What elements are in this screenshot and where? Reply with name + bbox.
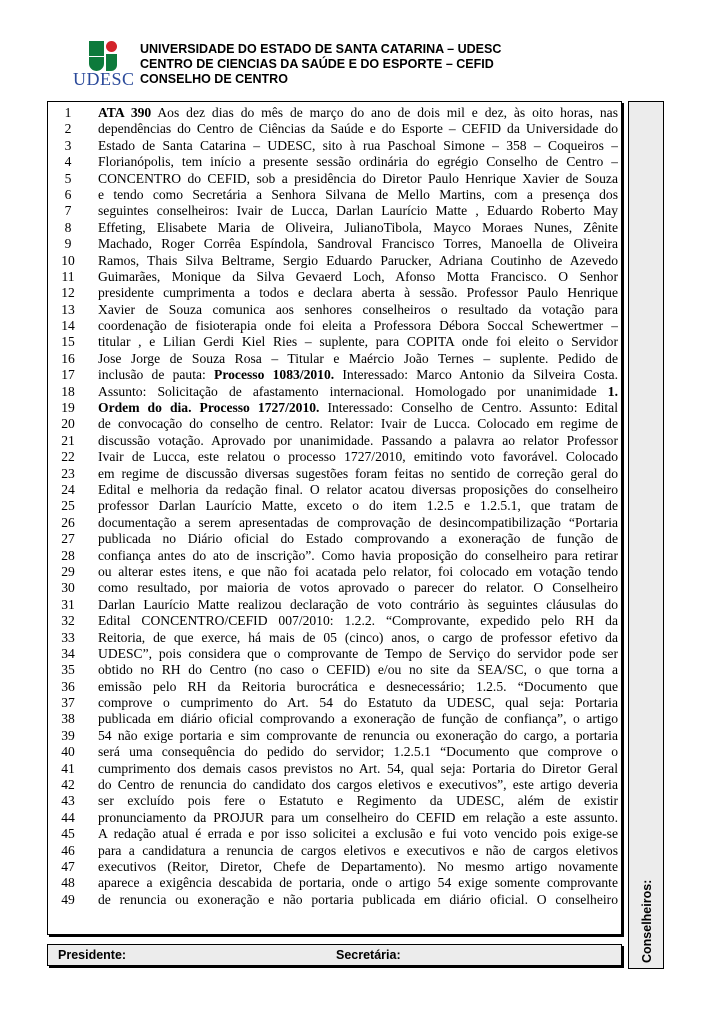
text-run: ou alterar estes itens, e que não foi acatada pelo relator, foi colocado em votação tendo bbox=[98, 563, 618, 579]
text-run: ser excluído pois fere o Estatuto e Regimento da UDESC, além de existir bbox=[98, 793, 618, 809]
text-line bbox=[98, 154, 618, 170]
line-number: 10 bbox=[61, 252, 75, 268]
text-line bbox=[98, 203, 618, 219]
text-run: cumprimento dos demais casos previstos no Art. 54, qual seja: Portaria do Diretor Geral bbox=[98, 760, 618, 776]
text-line bbox=[98, 138, 618, 154]
text-line bbox=[98, 777, 618, 793]
line-number: 22 bbox=[61, 449, 75, 465]
line-number: 2 bbox=[64, 121, 72, 137]
text-line bbox=[98, 400, 618, 416]
line-number: 7 bbox=[64, 203, 72, 219]
line-number: 47 bbox=[61, 858, 75, 874]
secretary-label: Secretária: bbox=[336, 948, 401, 962]
text-line bbox=[98, 761, 618, 777]
line-number: 48 bbox=[61, 875, 75, 891]
signature-footer bbox=[47, 944, 622, 966]
text-line bbox=[98, 482, 618, 498]
text-run: Darlan Laurício Matte realizou declaração de voto contrário às seguintes cláusulas do bbox=[98, 596, 618, 612]
councillors-signature-box bbox=[628, 101, 664, 969]
line-number: 16 bbox=[61, 350, 75, 366]
text-run: será uma consequência do pedido do servidor; 1.2.5.1 “Documento que comprove o bbox=[98, 744, 618, 760]
text-run: Xavier de Souza comunica aos senhores conselheiros o resultado da votação para bbox=[98, 301, 618, 317]
president-label: Presidente: bbox=[58, 948, 127, 962]
text-run: titular , e Lilian Gerdi Kiel Ries – suplente, para COPITA onde foi eleito o Servidor bbox=[98, 334, 618, 350]
text-line bbox=[98, 253, 618, 269]
text-run: comprove o cumprimento do Art. 54 do Estatuto da UDESC, qual seja: Portaria bbox=[98, 695, 618, 711]
line-number: 41 bbox=[61, 760, 75, 776]
text-run: como resultado, por maioria de votos aprovado o parecer do relator. O Conselheiro bbox=[98, 580, 618, 596]
text-line bbox=[98, 236, 618, 252]
line-number: 36 bbox=[61, 678, 75, 694]
text-line bbox=[98, 793, 618, 809]
text-line bbox=[98, 810, 618, 826]
line-number: 28 bbox=[61, 547, 75, 563]
line-number: 37 bbox=[61, 695, 75, 711]
line-number: 9 bbox=[64, 236, 72, 252]
header-university: UNIVERSIDADE DO ESTADO DE SANTA CATARINA – UDESC bbox=[140, 42, 502, 56]
line-number: 15 bbox=[61, 334, 75, 350]
line-number: 30 bbox=[61, 580, 75, 596]
text-run: pronunciamento da PROJUR para um conselheiro do CEFID em relação a este assunto. bbox=[98, 809, 618, 825]
text-line bbox=[98, 384, 618, 400]
line-number: 46 bbox=[61, 842, 75, 858]
text-run: emissão pelo RH da Reitoria burocrática e desnecessário; 1.2.5. “Documento que bbox=[98, 678, 618, 694]
text-run: Guimarães, Monique da Silva Gevaerd Loch, Afonso Motta Francisco. O Senhor bbox=[98, 268, 618, 284]
councillors-label: Conselheiros: bbox=[640, 879, 654, 963]
line-number: 19 bbox=[61, 400, 75, 416]
text-line bbox=[98, 695, 618, 711]
text-line bbox=[98, 630, 618, 646]
text-run: para a candidatura a renuncia de cargos eletivos e executivos e não de cargos eletivos bbox=[98, 842, 618, 858]
text-line bbox=[98, 318, 618, 334]
text-line bbox=[98, 466, 618, 482]
text-line bbox=[98, 843, 618, 859]
line-number: 39 bbox=[61, 727, 75, 743]
line-number: 14 bbox=[61, 318, 75, 334]
text-run: publicada em diário oficial comprovando a exoneração de função de confiança”, o artigo bbox=[98, 711, 618, 727]
text-run: professor Darlan Laurício Matte, exceto o do item 1.2.5 e 1.2.5.1, que tratam de bbox=[98, 498, 618, 514]
line-number: 24 bbox=[61, 481, 75, 497]
text-run: e tendo como Secretária a Senhora Silvana de Mello Martins, com a presença dos bbox=[98, 186, 618, 202]
text-line bbox=[98, 433, 618, 449]
text-line bbox=[98, 531, 618, 547]
logo-mark-red bbox=[106, 41, 117, 52]
text-run: coordenação de fisioterapia onde foi eleita a Professora Débora Soccal Schewertmer – bbox=[98, 318, 618, 334]
text-run: Machado, Roger Corrêa Espíndola, Sandroval Francisco Torres, Manoella de Oliveira bbox=[98, 236, 618, 252]
line-number: 29 bbox=[61, 563, 75, 579]
text-run: Effeting, Elisabete Maria de Oliveira, JulianoTibola, Mayco Moraes Nunes, Zênite bbox=[98, 219, 618, 235]
text-line bbox=[98, 285, 618, 301]
line-number: 32 bbox=[61, 613, 75, 629]
line-number: 23 bbox=[61, 465, 75, 481]
text-line bbox=[98, 367, 618, 383]
line-number: 31 bbox=[61, 596, 75, 612]
line-number: 44 bbox=[61, 809, 75, 825]
line-number: 4 bbox=[64, 154, 72, 170]
logo-text: UDESC bbox=[73, 69, 135, 89]
line-number: 18 bbox=[61, 383, 75, 399]
text-line bbox=[98, 597, 618, 613]
text-run: aparece a exigência descabida de portaria, onde o artigo 54 exige somente comprovante bbox=[98, 875, 618, 891]
text-line bbox=[98, 892, 618, 908]
text-run: Interessado: Marco Antonio da Silveira Costa. bbox=[334, 367, 618, 383]
text-line bbox=[98, 679, 618, 695]
logo-mark-green bbox=[89, 41, 104, 56]
line-numbers bbox=[48, 105, 88, 908]
text-line bbox=[98, 580, 618, 596]
text-run: Aos dez dias do mês de março do ano de dois mil e dez, às oito horas, nas bbox=[151, 105, 618, 120]
line-number: 3 bbox=[64, 137, 72, 153]
text-line bbox=[98, 351, 618, 367]
text-run: do Centro de renuncia do candidato dos cargos eletivos e executivos”, este artigo deveria bbox=[98, 777, 618, 793]
text-run: de convocação do conselho de centro. Relator: Ivair de Lucca. Colocado em regime de bbox=[98, 416, 618, 432]
text-run: presidente cumprimenta a todos e declara aberta à sessão. Professor Paulo Henrique bbox=[98, 285, 618, 301]
text-run: Reitoria, de que exerce, há mais de 05 (cinco) anos, o cargo de professor efetivo da bbox=[98, 629, 618, 645]
text-line bbox=[98, 498, 618, 514]
text-run: dependências do Centro de Ciências da Saúde e do Esporte – CEFID da Universidade do bbox=[98, 121, 618, 137]
line-number: 21 bbox=[61, 432, 75, 448]
line-number: 35 bbox=[61, 662, 75, 678]
text-line bbox=[98, 613, 618, 629]
line-number: 13 bbox=[61, 301, 75, 317]
minutes-text bbox=[98, 105, 618, 908]
text-line bbox=[98, 187, 618, 203]
bold-text: Processo 1083/2010. bbox=[214, 367, 335, 383]
udesc-logo bbox=[72, 38, 135, 89]
line-number: 20 bbox=[61, 416, 75, 432]
line-number: 25 bbox=[61, 498, 75, 514]
line-number: 33 bbox=[61, 629, 75, 645]
text-run: Edital e melhoria da redação final. O relator acatou diversas proposições do conselheiro bbox=[98, 481, 618, 497]
text-line bbox=[98, 728, 618, 744]
line-number: 38 bbox=[61, 711, 75, 727]
text-line bbox=[98, 859, 618, 875]
line-number: 12 bbox=[61, 285, 75, 301]
line-number: 42 bbox=[61, 777, 75, 793]
line-number: 17 bbox=[61, 367, 75, 383]
text-run: Assunto: Solicitação de afastamento internacional. Homologado por unanimidade bbox=[98, 383, 608, 399]
text-line bbox=[98, 548, 618, 564]
line-number: 27 bbox=[61, 531, 75, 547]
text-run: CONCENTRO do CEFID, sob a presidência do Diretor Paulo Henrique Xavier de Souza bbox=[98, 170, 618, 186]
text-line bbox=[98, 105, 618, 121]
text-line bbox=[98, 564, 618, 580]
line-number: 43 bbox=[61, 793, 75, 809]
line-number: 49 bbox=[61, 891, 75, 907]
text-run: 54 não exige portaria e sim comprovante de renuncia ou exoneração do cargo, a portaria bbox=[98, 727, 618, 743]
text-run: em regime de discussão diversas sugestões foram feitas no sentido de correção geral do bbox=[98, 465, 618, 481]
text-run: confiança antes do ato de inscrição”. Como havia proposição do conselheiro para retirar bbox=[98, 547, 618, 563]
text-line bbox=[98, 449, 618, 465]
line-number: 1 bbox=[64, 105, 72, 120]
text-run: executivos (Reitor, Diretor, Chefe de Departamento). No mesmo artigo novamente bbox=[98, 858, 618, 874]
text-run: de renuncia ou exoneração e não portaria publicada em diário oficial. O conselheiro bbox=[98, 891, 618, 907]
line-number: 40 bbox=[61, 744, 75, 760]
text-line bbox=[98, 711, 618, 727]
text-line bbox=[98, 302, 618, 318]
text-run: UDESC”, pois considera que o comprovante de Tempo de Serviço do servidor pode ser bbox=[98, 645, 618, 661]
text-run: Ivair de Lucca, este relatou o processo 1727/2010, emitindo voto favorável. Colocado bbox=[98, 449, 618, 465]
text-run: Jose Jorge de Souza Rosa – Titular e Maércio João Ternes – suplente. Pedido de bbox=[98, 350, 618, 366]
text-run: discussão votação. Aprovado por unanimidade. Passando a palavra ao relator Professor bbox=[98, 432, 618, 448]
text-line bbox=[98, 121, 618, 137]
text-run: Interessado: Conselho de Centro. Assunto: Edital bbox=[319, 400, 618, 416]
line-number: 26 bbox=[61, 514, 75, 530]
line-number: 34 bbox=[61, 645, 75, 661]
bold-text: 1. bbox=[607, 383, 618, 399]
text-run: Ramos, Thais Silva Beltrame, Sergio Eduardo Parucker, Adriana Coutinho de Azevedo bbox=[98, 252, 618, 268]
bold-text: Ordem do dia. Processo 1727/2010. bbox=[98, 400, 320, 416]
bold-text: ATA 390 bbox=[98, 105, 152, 120]
text-run: A redação atual é errada e por isso solicitei a exclusão e fui voto vencido pois exige-se bbox=[98, 826, 618, 842]
text-run: Edital CONCENTRO/CEFID 007/2010: 1.2.2. “Comprovante, expedido pelo RH da bbox=[98, 613, 618, 629]
document-header bbox=[140, 42, 501, 87]
header-council: CONSELHO DE CENTRO bbox=[140, 72, 288, 86]
minutes-body bbox=[47, 101, 622, 935]
text-line bbox=[98, 220, 618, 236]
text-line bbox=[98, 171, 618, 187]
text-line bbox=[98, 744, 618, 760]
text-run: inclusão de pauta: bbox=[98, 367, 215, 383]
header-center: CENTRO DE CIENCIAS DA SAÚDE E DO ESPORTE – CEFID bbox=[140, 57, 494, 71]
line-number: 11 bbox=[61, 268, 75, 284]
text-line bbox=[98, 515, 618, 531]
line-number: 45 bbox=[61, 826, 75, 842]
text-line bbox=[98, 269, 618, 285]
text-run: documentação a serem apresentadas de comprovação de desincompatibilização “Portaria bbox=[98, 514, 618, 530]
line-number: 5 bbox=[64, 170, 72, 186]
text-run: Estado de Santa Catarina – UDESC, sito à rua Paschoal Simone – 358 – Coqueiros – bbox=[98, 137, 618, 153]
text-line bbox=[98, 826, 618, 842]
text-line bbox=[98, 875, 618, 891]
text-line bbox=[98, 416, 618, 432]
text-run: seguintes conselheiros: Ivair de Lucca, Darlan Laurício Matte , Eduardo Roberto May bbox=[98, 203, 618, 219]
text-run: publicada no Diário oficial do Estado comprovando a exoneração de função de bbox=[98, 531, 618, 547]
line-number: 6 bbox=[64, 186, 72, 202]
text-line bbox=[98, 646, 618, 662]
line-number: 8 bbox=[64, 219, 72, 235]
text-line bbox=[98, 334, 618, 350]
text-run: Florianópolis, tem início a presente sessão ordinária do egrégio Conselho de Centro – bbox=[98, 154, 618, 170]
text-line bbox=[98, 662, 618, 678]
text-run: obtido no RH do Centro (no caso o CEFID) e/ou no site da SEA/SC, o que torna a bbox=[98, 662, 618, 678]
